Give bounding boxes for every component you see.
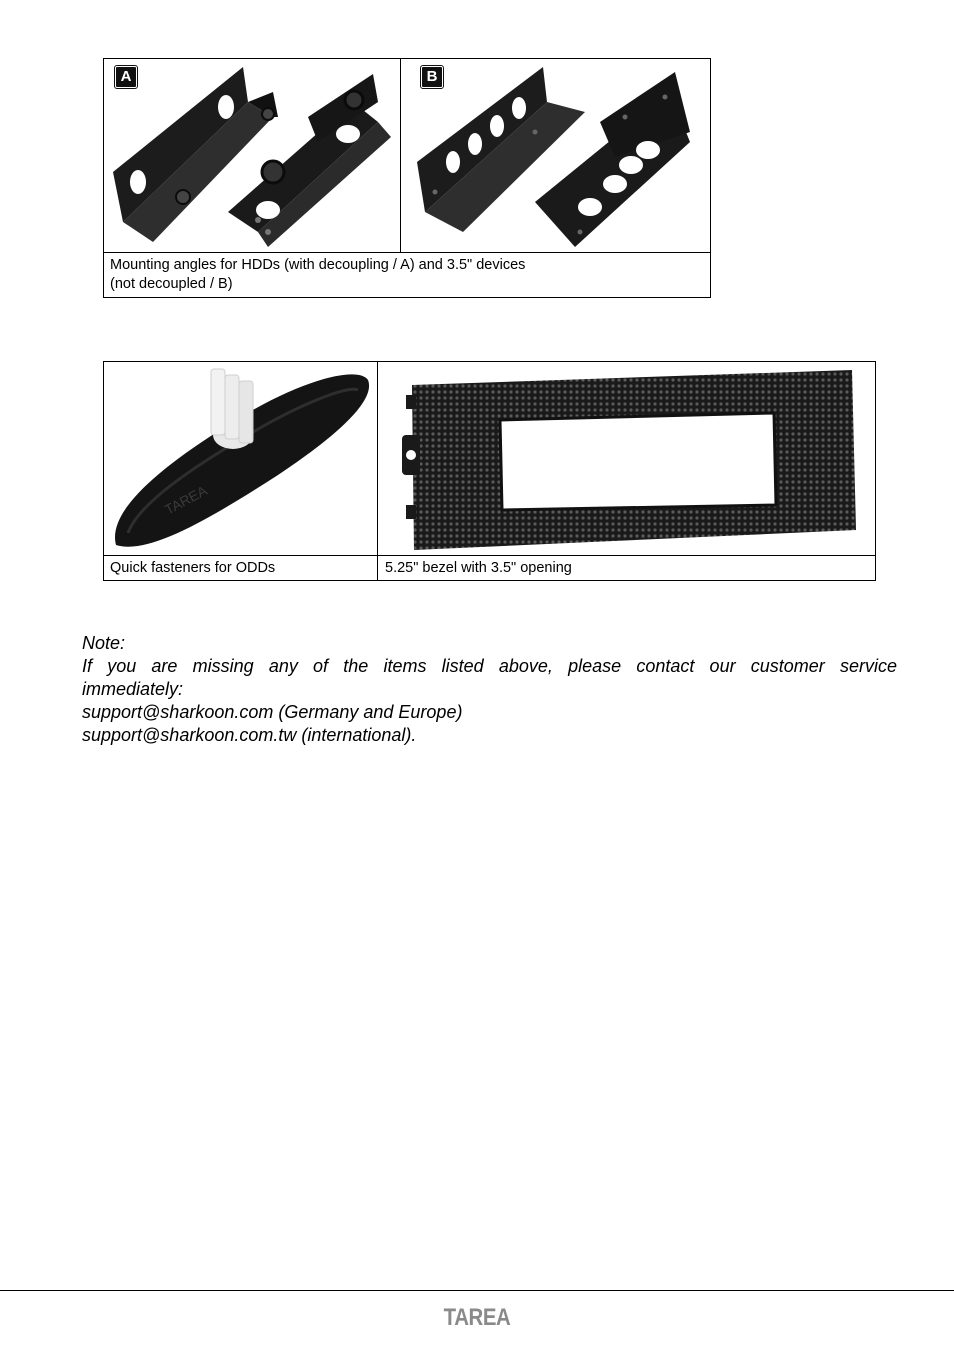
note-support-email-europe: support@sharkoon.com (Germany and Europe) xyxy=(82,702,463,722)
svg-text:TAREA: TAREA xyxy=(161,482,210,518)
footer-logo: TAREA xyxy=(443,1304,511,1331)
table-divider xyxy=(400,58,401,253)
note-body-line1: If you are missing any of the items listed above, please contact our customer service xyxy=(82,656,897,676)
footer-divider xyxy=(0,1290,954,1291)
figure-caption-bezel: 5.25" bezel with 3.5" opening xyxy=(385,560,572,576)
figure-caption-mounting-angles-line2: (not decoupled / B) xyxy=(110,276,233,292)
note-heading: Note: xyxy=(82,633,126,653)
label-badge-b: B xyxy=(421,66,443,88)
note-body-line2: immediately: xyxy=(82,679,184,699)
figure-caption-mounting-angles-line1: Mounting angles for HDDs (with decoupling / A) and 3.5" devices xyxy=(110,257,526,273)
table-divider xyxy=(103,555,876,556)
mounting-angles-not-decoupled-image xyxy=(405,62,705,250)
table-divider xyxy=(103,252,711,253)
note-support-email-international: support@sharkoon.com.tw (international). xyxy=(82,725,417,745)
quick-fastener-image xyxy=(108,365,374,553)
table-divider xyxy=(377,361,378,581)
label-badge-a: A xyxy=(115,66,137,88)
figure-caption-quick-fasteners: Quick fasteners for ODDs xyxy=(110,560,276,576)
mounting-angles-decoupled-image xyxy=(108,62,396,250)
bezel-image xyxy=(382,365,858,553)
